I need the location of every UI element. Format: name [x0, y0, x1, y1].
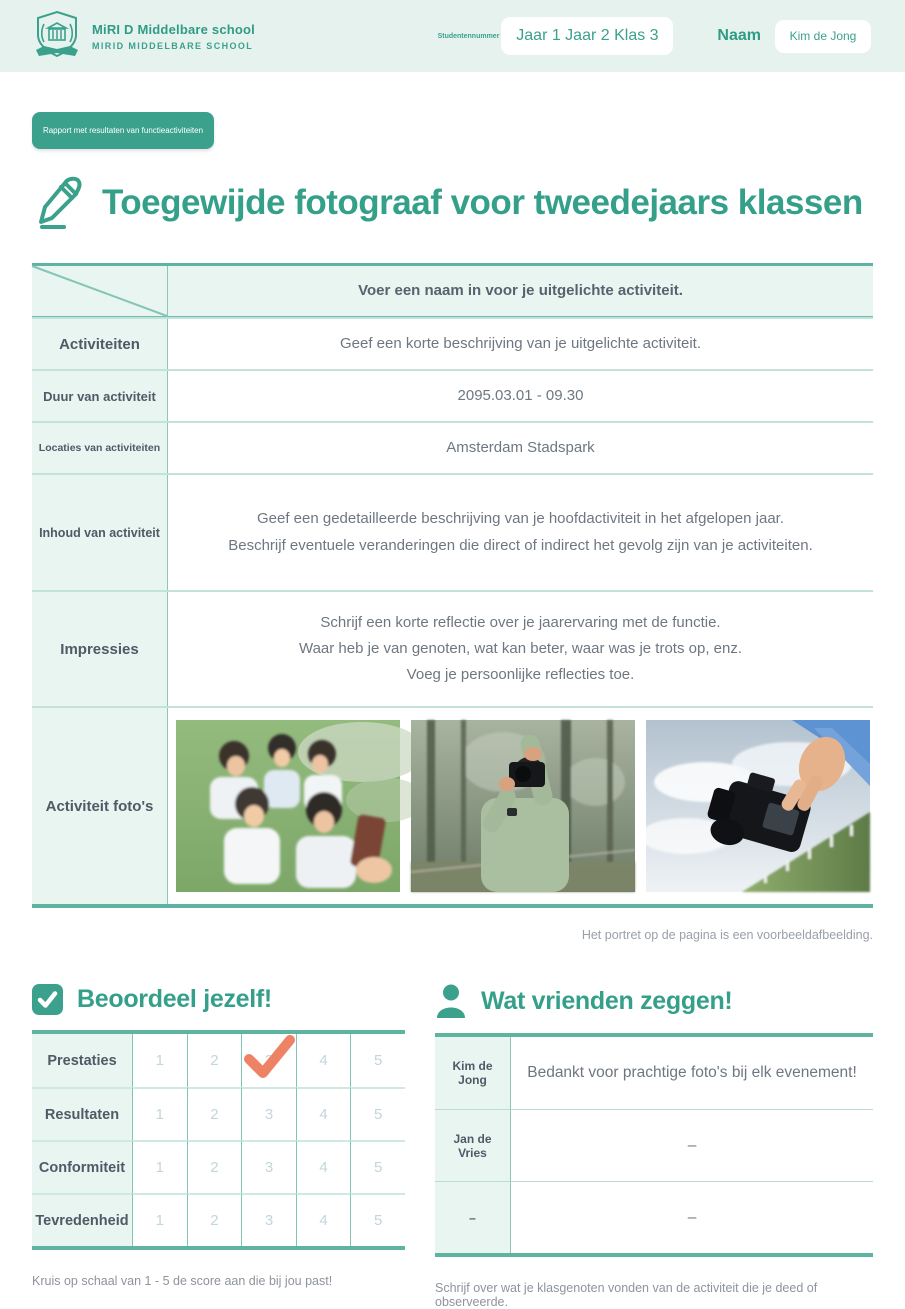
score-cell-tevredenheid-2[interactable]: 2: [187, 1193, 242, 1246]
top-bar: [0, 0, 905, 72]
activity-description-field[interactable]: Geef een korte beschrijving van je uitgelichte activiteit.: [339, 334, 702, 352]
rating-row-label: Prestaties: [32, 1034, 132, 1087]
school-crest-icon: [34, 10, 80, 62]
table-row: [32, 317, 873, 369]
friend-comment-field[interactable]: –: [511, 1181, 873, 1253]
score-cell-prestaties-2[interactable]: 2: [187, 1034, 242, 1087]
self-assessment-section: [32, 984, 405, 1309]
photo-disclaimer: Het portret op de pagina is een voorbeeldafbeelding.: [581, 928, 873, 942]
diagonal-line: [32, 266, 167, 316]
score-cell-resultaten-3[interactable]: 3: [241, 1087, 296, 1140]
table-row: [32, 473, 873, 590]
score-cell-conformiteit-4[interactable]: 4: [296, 1140, 351, 1193]
photo-hand-met-camera-tegen-lucht: [646, 720, 870, 892]
student-number-input[interactable]: Jaar 1 Jaar 2 Klas 3: [501, 17, 673, 55]
content-line: Voeg je persoonlijke reflecties toe.: [406, 666, 635, 684]
friends-feedback-footnote: Schrijf over wat je klasgenoten vonden van de activiteit die je deed of observeerde.: [435, 1281, 818, 1309]
row-label: Activiteit foto's: [32, 708, 168, 904]
friend-name: Kim de Jong: [435, 1037, 511, 1109]
content-line: Waar heb je van genoten, wat kan beter, waar was je trots op, enz.: [298, 639, 743, 657]
content-line: Geef een gedetailleerde beschrijving van je hoofdactiviteit in het afgelopen jaar.: [256, 510, 785, 528]
pencil-icon: [34, 175, 84, 231]
activity-table: [32, 263, 873, 908]
friend-comment-field[interactable]: Bedankt voor prachtige foto's bij elk evenement!: [527, 1064, 857, 1081]
row-label: Duur van activiteit: [32, 371, 168, 421]
impressions-field[interactable]: [168, 592, 873, 706]
rating-table: [32, 1030, 405, 1250]
school-identity: [92, 22, 255, 51]
score-cell-tevredenheid-4[interactable]: 4: [296, 1193, 351, 1246]
row-label: Activiteiten: [32, 319, 168, 369]
row-label: Impressies: [32, 592, 168, 706]
checkbox-icon: [32, 984, 63, 1015]
photo-fotograaf-met-camera-in-bos: [411, 720, 635, 892]
score-cell-resultaten-1[interactable]: 1: [132, 1087, 187, 1140]
score-cell-prestaties-3[interactable]: 3: [241, 1034, 296, 1087]
activity-duration-field[interactable]: 2095.03.01 - 09.30: [457, 386, 584, 404]
score-cell-conformiteit-5[interactable]: 5: [350, 1140, 405, 1193]
rating-row-label: Conformiteit: [32, 1140, 132, 1193]
table-row: [32, 706, 873, 904]
friend-name: –: [435, 1181, 511, 1253]
table-row: [32, 590, 873, 706]
table-row: [32, 266, 873, 317]
score-cell-conformiteit-1[interactable]: 1: [132, 1140, 187, 1193]
table-row: [32, 421, 873, 473]
content-line: Schrijf een korte reflectie over je jaarervaring met de functie.: [320, 613, 721, 631]
activity-photos: [168, 708, 878, 904]
score-cell-resultaten-2[interactable]: 2: [187, 1087, 242, 1140]
school-name: MiRI D Middelbare school: [92, 21, 255, 37]
self-assessment-footnote: Kruis op schaal van 1 - 5 de score aan die bij jou past!: [32, 1274, 333, 1288]
self-assessment-title: Beoordeel jezelf!: [77, 985, 272, 1013]
activity-name-field[interactable]: Voer een naam in voor je uitgelichte activiteit.: [168, 266, 873, 316]
activity-location-field[interactable]: Amsterdam Stadspark: [446, 438, 595, 456]
friends-feedback-section: [435, 984, 873, 1309]
person-icon: [435, 984, 467, 1018]
rating-row-label: Resultaten: [32, 1087, 132, 1140]
content-line: Beschrijf eventuele veranderingen die direct of indirect het gevolg zijn van je activiteiten.: [228, 536, 813, 554]
score-cell-tevredenheid-3[interactable]: 3: [241, 1193, 296, 1246]
score-cell-resultaten-5[interactable]: 5: [350, 1087, 405, 1140]
rating-row-label: Tevredenheid: [32, 1193, 132, 1246]
friend-comment-field[interactable]: –: [511, 1109, 873, 1181]
score-cell-tevredenheid-5[interactable]: 5: [350, 1193, 405, 1246]
name-label: Naam: [717, 27, 761, 44]
report-type-button[interactable]: Rapport met resultaten van functieactiviteiten: [32, 112, 214, 149]
school-subtitle: MIRID MIDDELBARE SCHOOL: [92, 40, 254, 51]
score-cell-prestaties-4[interactable]: 4: [296, 1034, 351, 1087]
student-number-label: Studentennummer: [437, 32, 500, 40]
score-cell-conformiteit-3[interactable]: 3: [241, 1140, 296, 1193]
score-cell-prestaties-5[interactable]: 5: [350, 1034, 405, 1087]
score-cell-tevredenheid-1[interactable]: 1: [132, 1193, 187, 1246]
diagonal-header-cell: [32, 266, 168, 316]
friends-table: [435, 1033, 873, 1257]
score-cell-resultaten-4[interactable]: 4: [296, 1087, 351, 1140]
table-row: [32, 369, 873, 421]
page-title: Toegewijde fotograaf voor tweedejaars klassen: [102, 183, 863, 222]
score-cell-prestaties-1[interactable]: 1: [132, 1034, 187, 1087]
row-label: Locaties van activiteiten: [32, 423, 168, 473]
photo-studenten-selfie-in-park: [176, 720, 400, 892]
friend-name: Jan de Vries: [435, 1109, 511, 1181]
name-input[interactable]: Kim de Jong: [775, 20, 871, 53]
activity-content-field[interactable]: [168, 475, 873, 590]
friends-feedback-title: Wat vrienden zeggen!: [481, 986, 733, 1015]
score-cell-conformiteit-2[interactable]: 2: [187, 1140, 242, 1193]
row-label: Inhoud van activiteit: [32, 475, 168, 590]
